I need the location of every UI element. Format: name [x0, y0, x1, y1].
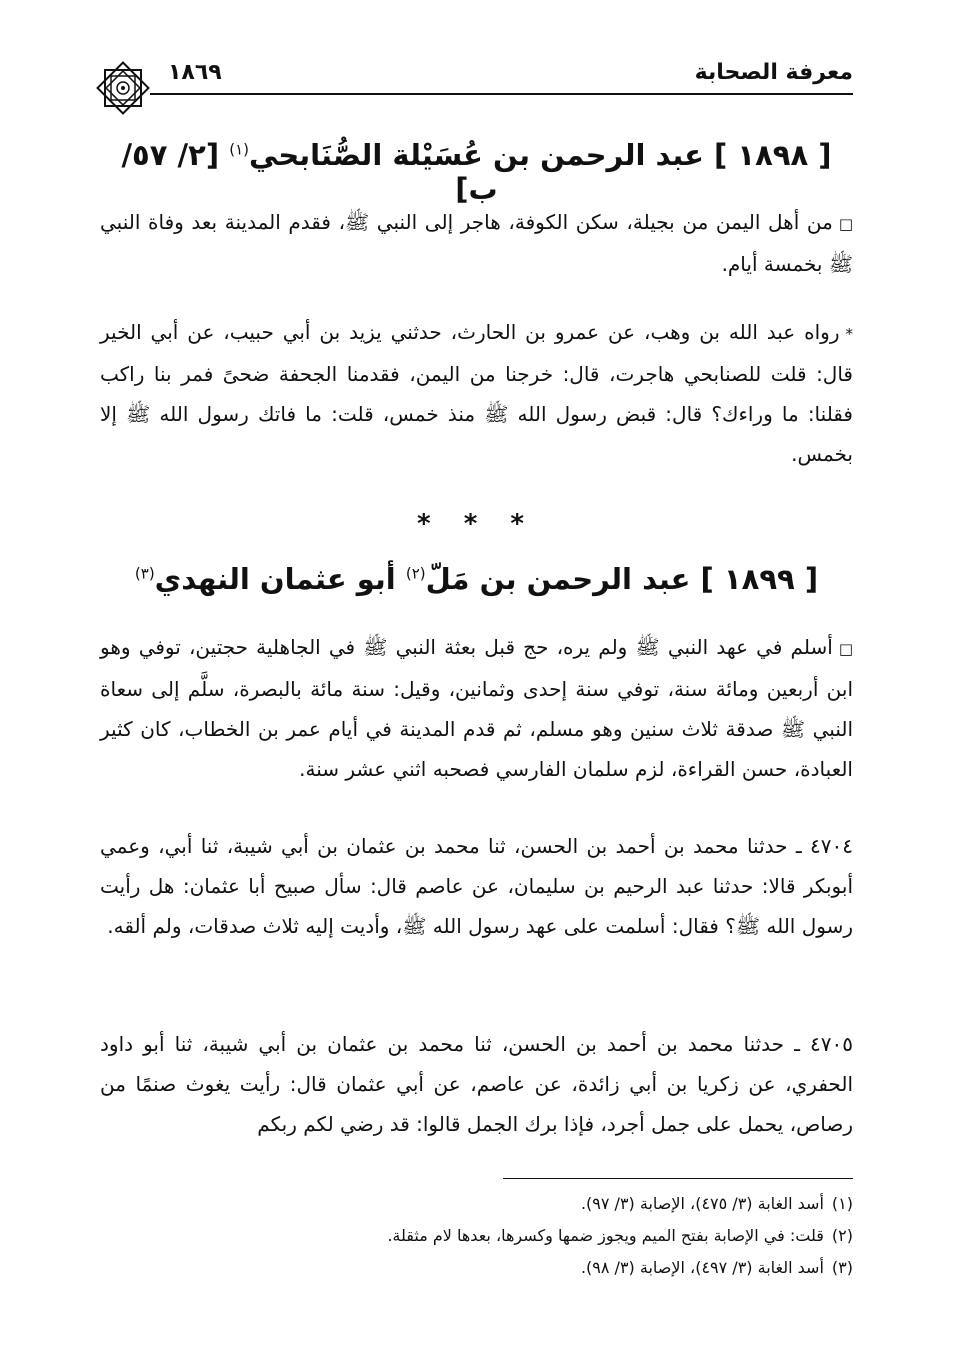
entry-heading-text: [ ١٨٩٨ ] عبد الرحمن بن عُسَيْلة الصُّنَابحي [249, 138, 832, 172]
entry-heading-text: [ ١٨٩٩ ] عبد الرحمن بن مَلّ [425, 562, 819, 596]
footnote-ref: (٣) [134, 564, 155, 583]
hadith-4705 [100, 1024, 853, 1144]
footnote-text: قلت: في الإصابة بفتح الميم ويجوز ضمها وكسرها، بعدها لام مثقلة. [387, 1226, 824, 1245]
footnote-ref: (١) [229, 140, 249, 159]
folio-reference: [٢/ ٥٧/ ب] [121, 138, 498, 206]
entry-intro-1898 [100, 202, 853, 284]
hadith-text: ٤٧٠٤ ـ حدثنا محمد بن أحمد بن الحسن، ثنا محمد بن عثمان بن أبي شيبة، ثنا أبي، وعمي أبوبكر قالا: حدثنا عبد الرحيم بن سليمان، عن عاصم قال: سأل صبيح أبا عثمان: هل رأيت رسول الله ﷺ؟ فقال: أسلمت على عهد رسول الله ﷺ، وأديت إليه ثلاث صدقات، ولم ألقه. [100, 834, 853, 938]
header-rule [150, 93, 853, 95]
intro-text: أسلم في عهد النبي ﷺ ولم يره، حج قبل بعثة النبي ﷺ في الجاهلية حجتين، توفي وهو ابن أربعين ومائة سنة، توفي سنة إحدى وثمانين، وقيل: سنة مائة بالبصرة، سلَّم إلى سعاة النبي ﷺ صدقة ثلاث سنين وهو مسلم، ثم قدم المدينة في أيام عمر بن الخطاب، كان كثير العبادة، حسن القراءة، لزم سلمان الفارسي فصحبه اثني عشر سنة. [100, 635, 853, 781]
hadith-narration-1898 [100, 312, 853, 474]
entry-heading-1899 [100, 562, 853, 596]
hadith-4704 [100, 826, 853, 946]
running-title: معرفة الصحابة [694, 60, 853, 85]
hadith-text: ٤٧٠٥ ـ حدثنا محمد بن أحمد بن الحسن، ثنا محمد بن عثمان بن أبي شيبة، ثنا أبو داود الحفري، عن زكريا بن أبي زائدة، عن عاصم، عن أبي عثمان قال: رأيت يغوث صنمًا من رصاص، يحمل على جمل أجرد، فإذا برك الجمل قالوا: قد رضي لكم ربكم [100, 1032, 853, 1136]
square-marker-icon: □ [838, 640, 853, 658]
footnote-text: أسد الغابة (٣/ ٤٩٧)، الإصابة (٣/ ٩٨). [580, 1258, 824, 1277]
footnote-text: أسد الغابة (٣/ ٤٧٥)، الإصابة (٣/ ٩٧). [580, 1194, 824, 1213]
section-separator: * * * [417, 509, 536, 539]
footnote-number: (٢) [831, 1226, 853, 1245]
footnote-item [100, 1188, 853, 1220]
entry-intro-1899 [100, 627, 853, 789]
footnote-number: (١) [831, 1194, 853, 1213]
square-marker-icon: □ [838, 215, 853, 233]
page-number: ١٨٦٩ [168, 60, 222, 85]
footnote-number: (٣) [831, 1258, 853, 1277]
entry-heading-1898 [100, 138, 853, 206]
footnote-ref: (٢) [405, 564, 426, 583]
footnote-rule [503, 1178, 853, 1179]
narration-text: رواه عبد الله بن وهب، عن عمرو بن الحارث، حدثني يزيد بن أبي حبيب، عن أبي الخير قال: قلت للصنابحي هاجرت، قال: خرجنا من اليمن، فقدمنا الجحفة ضحىً فمر بنا راكب فقلنا: ما وراءك؟ قال: قبض رسول الله ﷺ منذ خمس، قلت: ما فاتك رسول الله ﷺ إلا بخمس. [100, 320, 853, 466]
intro-text: من أهل اليمن من بجيلة، سكن الكوفة، هاجر إلى النبي ﷺ، فقدم المدينة بعد وفاة النبي ﷺ بخمسة أيام. [100, 210, 853, 276]
footnote-item [100, 1252, 853, 1284]
entry-heading-kunya: أبو عثمان النهدي [154, 562, 396, 596]
asterisk-marker-icon: * [845, 325, 853, 343]
octagram-ornament-icon [93, 58, 153, 118]
footnotes [100, 1188, 853, 1284]
footnote-item [100, 1220, 853, 1252]
